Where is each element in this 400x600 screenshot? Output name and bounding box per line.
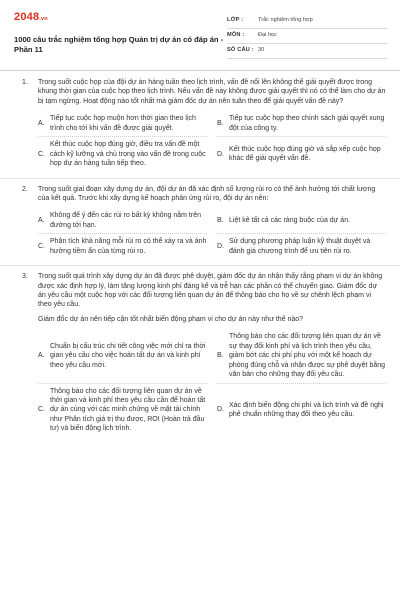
document-meta xyxy=(227,14,387,59)
option-text: Phân tích khả năng mỗi rủi ro có thể xảy ra và ảnh hưởng tiềm ẩn của từng rủi ro. xyxy=(50,238,207,255)
option-text: Tiếp tục cuộc họp theo chính sách giải quyết xung đột của công ty. xyxy=(229,115,385,132)
meta-label: LỚP : xyxy=(227,17,244,24)
document-title: 1000 câu trắc nghiệm tổng hợp Quản trị dự án có đáp án - Phần 11 xyxy=(14,34,224,55)
question-number: 1. xyxy=(22,79,28,86)
document-header xyxy=(0,0,400,62)
option-a[interactable] xyxy=(38,329,207,383)
question-1 xyxy=(0,78,400,172)
meta-value: Đại học xyxy=(258,32,277,39)
meta-row-subject xyxy=(227,29,387,44)
option-letter: B. xyxy=(217,352,224,360)
option-letter: A. xyxy=(38,217,45,225)
option-text: Kết thúc cuộc họp đúng giờ, điều tra vấn đề một cách kỹ lưỡng và chủ trọng vào vấn đề trong cuộc họp dự án hàng tuần tiếp theo. xyxy=(50,141,206,168)
meta-row-count xyxy=(227,44,387,59)
option-letter: B. xyxy=(217,120,224,128)
option-d[interactable] xyxy=(217,137,386,171)
meta-value: 30 xyxy=(258,47,265,54)
option-b[interactable] xyxy=(217,329,386,383)
header-divider xyxy=(0,70,400,71)
question-text: Trong suốt giai đoạn xây dựng dự án, đội dự án đã xác định số lượng rủi ro có thể ảnh hưởng tới chất lượng của kết quả. Trước khi xây dựng kế hoạch phản ứng rủi ro, đội dự án nên: xyxy=(38,185,376,202)
meta-label: SỐ CÂU : xyxy=(227,47,254,54)
question-text: Trong suốt cuộc họp của đội dự án hàng tuần theo lịch trình, vấn đề nổi lên không thể giải quyết được trong khung thời gian của cuộc họp theo lịch trình. Nếu vấn đề này không được giải quyết thì nó có thể làm cho dự án bị tạm ngừng. Hoạt động nào tốt nhất mà giám đốc dự án nên tuân theo để giải quyết vấn đề này? xyxy=(38,79,386,105)
question-list xyxy=(0,78,400,437)
option-text: Kết thúc cuộc họp đúng giờ và sắp xếp cuộc họp khác để giải quyết vấn đề. xyxy=(229,145,381,163)
option-c[interactable] xyxy=(38,384,207,437)
option-text: Tiếp tục cuộc họp muộn hơn thời gian theo lịch trình cho tới khi vấn đề được giải quyết. xyxy=(50,115,196,132)
option-text: Thông báo cho các đối tượng liên quan dự án về sự thay đổi kinh phí và lịch trình theo yêu cầu, giảm bớt các chi phí phụ với một kế hoạch dự phòng đúng chỗ và nhận được sự phê duyệt bằng văn bản cho những thay đổi yêu cầu. xyxy=(229,333,386,379)
question-number: 2. xyxy=(22,185,28,193)
question-subtext: Giám đốc dự án nên tiếp cận tốt nhất biến động phạm vi cho dự án này như thế nào? xyxy=(38,315,304,323)
option-letter: A. xyxy=(38,120,45,128)
question-text: Trong suốt quá trình xây dựng dự án đã được phê duyệt, giám đốc dự án nhận thấy rằng phạm vi dự án không được xác định hợp lý, làm tăng lượng kinh phí đáng kể và trễ hạn các phần có thể chuyển giao. Giám đốc dự án yêu cầu một cuộc họp với các đối tượng liên quan dự án để thông báo cho họ về sự chênh lệch phạm vi theo yêu cầu. xyxy=(38,273,383,309)
option-c[interactable] xyxy=(38,234,207,259)
option-text: Không để ý đến các rủi ro bất kỳ không nằm trên đường tới hạn. xyxy=(50,212,201,229)
answer-options xyxy=(38,111,386,171)
logo-suffix: .vn xyxy=(39,16,48,22)
meta-row-class xyxy=(227,14,387,29)
logo-main: 2048 xyxy=(14,11,40,23)
option-d[interactable] xyxy=(217,384,386,437)
option-text: Xác định biến động chi phí và lịch trình và đề nghị phê chuẩn những thay đổi theo yêu cầu. xyxy=(229,401,384,419)
question-indent xyxy=(22,315,38,324)
option-a[interactable] xyxy=(38,208,207,234)
option-d[interactable] xyxy=(217,234,386,259)
option-letter: A. xyxy=(38,352,45,360)
question-separator xyxy=(0,178,400,179)
option-letter: C. xyxy=(38,150,45,158)
meta-value: Trắc nghiệm tổng hợp xyxy=(258,17,313,24)
option-letter: C. xyxy=(38,242,45,250)
option-letter: D. xyxy=(217,242,224,250)
option-text: Thông báo cho các đối tượng liên quan dự án về thời gian và kinh phí theo yêu cầu cần để hoàn tất dự án cùng với các minh chứng về mặt tài chính như Phân tích giá trị thu được, ROI (Hoàn trả đầu tư) và biến động lịch trình. xyxy=(50,387,206,433)
option-letter: D. xyxy=(217,150,224,158)
option-a[interactable] xyxy=(38,111,207,137)
option-letter: C. xyxy=(38,406,45,414)
question-number: 3. xyxy=(22,273,28,281)
meta-label: MÔN : xyxy=(227,32,245,39)
answer-options xyxy=(38,208,386,259)
option-b[interactable] xyxy=(217,111,386,137)
question-3 xyxy=(0,272,400,437)
question-separator xyxy=(0,265,400,266)
option-text: Sử dụng phương pháp luận kỹ thuật duyệt và đánh giá chương trình để ưu tiên rủi ro. xyxy=(229,238,371,255)
option-c[interactable] xyxy=(38,137,207,171)
option-text: Chuẩn bị cấu trúc chi tiết công việc mới chỉ ra thời gian yêu cầu cho việc hoàn tất dự án và kinh phí theo yêu cầu mới. xyxy=(50,342,206,369)
option-letter: D. xyxy=(217,406,224,414)
answer-options xyxy=(38,329,386,436)
option-text: Liệt kê tất cả các ràng buộc của dự án. xyxy=(229,217,351,225)
option-b[interactable] xyxy=(217,208,386,234)
question-2 xyxy=(0,185,400,260)
option-letter: B. xyxy=(217,217,224,225)
